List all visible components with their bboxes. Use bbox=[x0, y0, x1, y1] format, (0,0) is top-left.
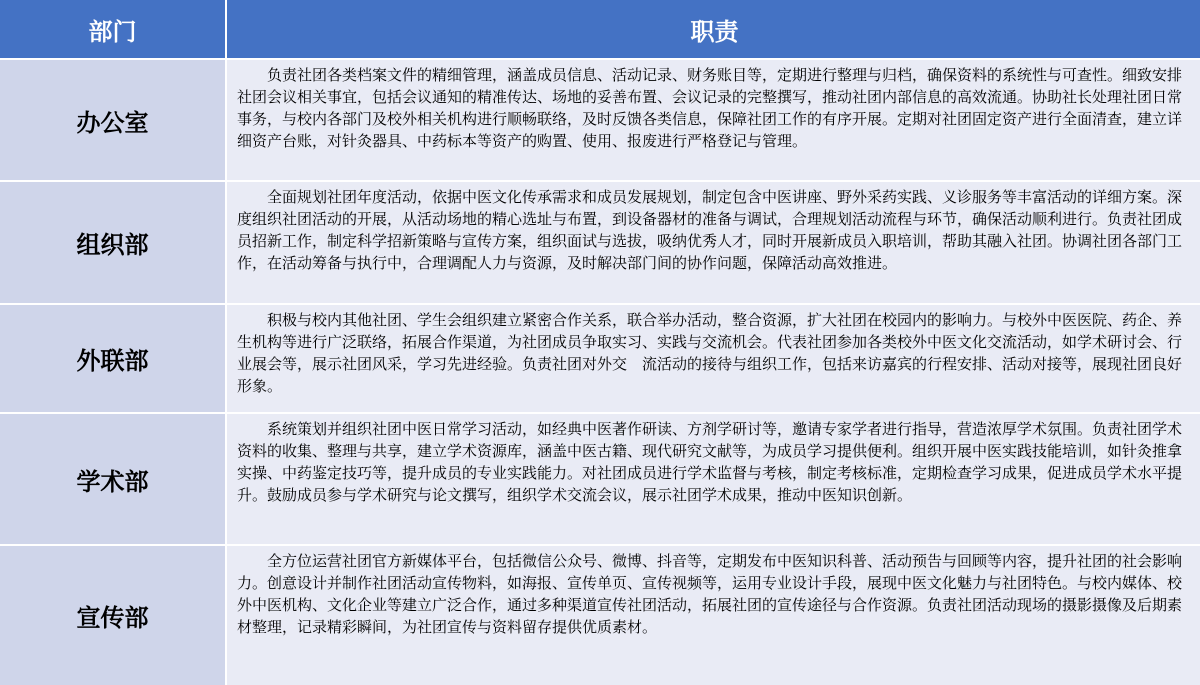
row-academic-department: 学术部 bbox=[0, 414, 225, 544]
row-external-relations-department: 外联部 bbox=[0, 305, 225, 412]
row-publicity-department: 宣传部 bbox=[0, 546, 225, 685]
header-department: 部门 bbox=[0, 0, 225, 58]
row-office-duties: 负责社团各类档案文件的精细管理，涵盖成员信息、活动记录、财务账目等，定期进行整理与归档，确保资料的系统性与可查性。细致安排社团会议相关事宜，包括会议通知的精准传达、场地的妥善布置、会议记录的完整撰写，推动社团内部信息的高效流通。协助社长处理社团日常事务，与校内各部门及校外相关机构进行顺畅联络，及时反馈各类信息，保障社团工作的有序开展。定期对社团固定资产进行全面清查，建立详细资产台账，对针灸器具、中药标本等资产的购置、使用、报废进行严格登记与管理。 bbox=[227, 60, 1200, 180]
row-academic-duties: 系统策划并组织社团中医日常学习活动，如经典中医著作研读、方剂学研讨等，邀请专家学者进行指导，营造浓厚学术氛围。负责社团学术资料的收集、整理与共享，建立学术资源库，涵盖中医古籍、现代研究文献等，为成员学习提供便利。组织开展中医实践技能培训，如针灸推拿实操、中药鉴定技巧等，提升成员的专业实践能力。对社团成员进行学术监督与考核，制定考核标准，定期检查学习成果，促进成员学术水平提升。鼓励成员参与学术研究与论文撰写，组织学术交流会议，展示社团学术成果，推动中医知识创新。 bbox=[227, 414, 1200, 544]
row-publicity-duties: 全方位运营社团官方新媒体平台，包括微信公众号、微博、抖音等，定期发布中医知识科普、活动预告与回顾等内容，提升社团的社会影响力。创意设计并制作社团活动宣传物料，如海报、宣传单页、宣传视频等，运用专业设计手段，展现中医文化魅力与社团特色。与校内媒体、校外中医机构、文化企业等建立广泛合作，通过多种渠道宣传社团活动，拓展社团的宣传途径与合作资源。负责社团活动现场的摄影摄像及后期素材整理，记录精彩瞬间，为社团宣传与资料留存提供优质素材。 bbox=[227, 546, 1200, 685]
row-office-department: 办公室 bbox=[0, 60, 225, 180]
row-organization-duties: 全面规划社团年度活动，依据中医文化传承需求和成员发展规划，制定包含中医讲座、野外采药实践、义诊服务等丰富活动的详细方案。深度组织社团活动的开展，从活动场地的精心选址与布置，到设备器材的准备与调试，合理规划活动流程与环节，确保活动顺利进行。负责社团成员招新工作，制定科学招新策略与宣传方案，组织面试与选拔，吸纳优秀人才，同时开展新成员入职培训，帮助其融入社团。协调社团各部门工作，在活动筹备与执行中，合理调配人力与资源，及时解决部门间的协作问题，保障活动高效推进。 bbox=[227, 182, 1200, 303]
header-duties: 职责 bbox=[227, 0, 1200, 58]
row-external-relations-duties: 积极与校内其他社团、学生会组织建立紧密合作关系，联合举办活动，整合资源，扩大社团在校园内的影响力。与校外中医医院、药企、养生机构等进行广泛联络，拓展合作渠道，为社团成员争取实习、实践与交流机会。代表社团参加各类校外中医文化交流活动，如学术研讨会、行业展会等，展示社团风采，学习先进经验。负责社团对外交 流活动的接待与组织工作，包括来访嘉宾的行程安排、活动对接等，展现社团良好形象。 bbox=[227, 305, 1200, 412]
row-organization-department: 组织部 bbox=[0, 182, 225, 303]
